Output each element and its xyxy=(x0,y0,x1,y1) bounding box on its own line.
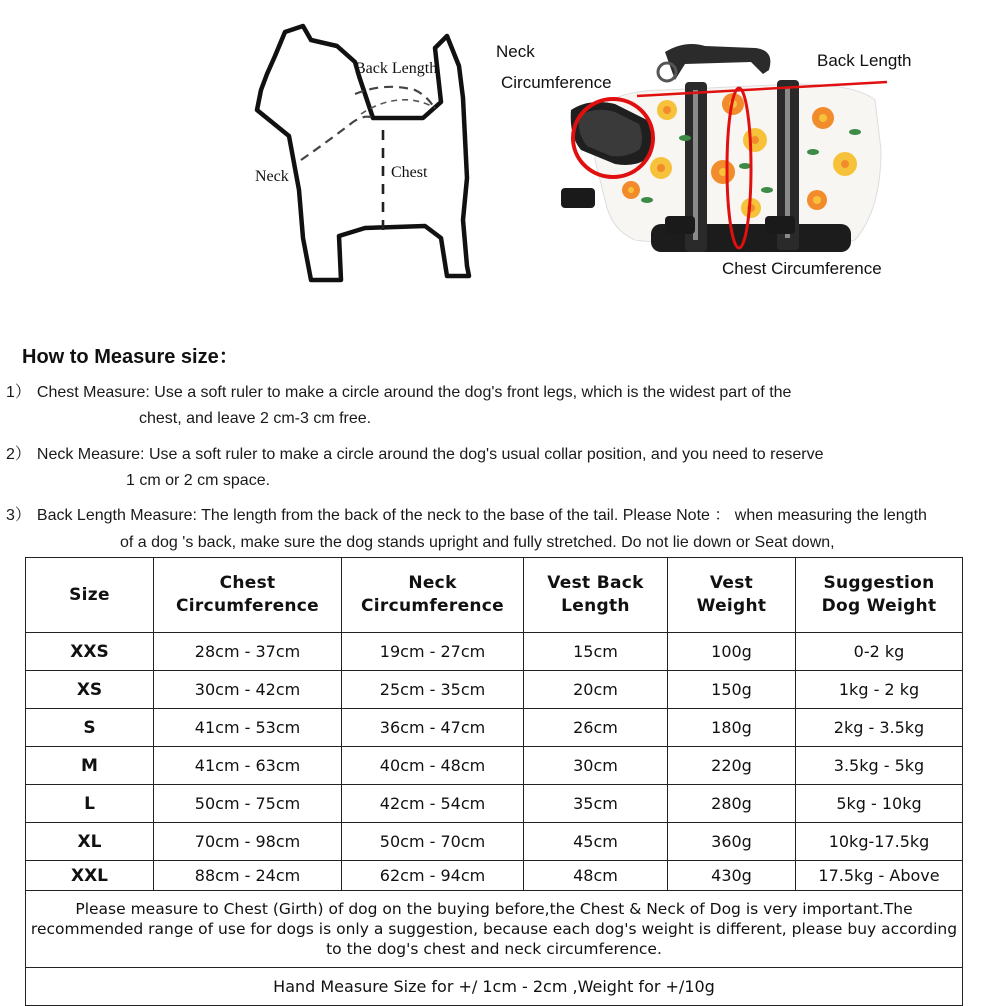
neck-cell: 50cm - 70cm xyxy=(342,823,524,861)
chest-cell: 41cm - 53cm xyxy=(154,709,342,747)
neck-cell: 40cm - 48cm xyxy=(342,747,524,785)
size-cell: L xyxy=(26,785,154,823)
chest-cell: 41cm - 63cm xyxy=(154,747,342,785)
step-2-number: 2） xyxy=(6,446,31,463)
step-3-line-2: of a dog 's back, make sure the dog stands upright and fully stretched. Do not lie down or Seat down, xyxy=(120,534,835,551)
header-suggestion-dog-weight: Suggestion Dog Weight xyxy=(796,558,963,633)
note-row xyxy=(26,891,963,968)
table-row xyxy=(26,709,963,747)
table-row xyxy=(26,633,963,671)
vest-weight-cell: 220g xyxy=(668,747,796,785)
dog-silhouette-drawing xyxy=(245,18,505,288)
table-header-row xyxy=(26,558,963,633)
dog-weight-cell: 5kg - 10kg xyxy=(796,785,963,823)
step-2-line-1 xyxy=(6,441,823,464)
back-length-cell: 35cm xyxy=(524,785,668,823)
dog-weight-cell: 1kg - 2 kg xyxy=(796,671,963,709)
header-vest-back-length: Vest Back Length xyxy=(524,558,668,633)
size-chart-table xyxy=(25,557,963,1006)
table-row xyxy=(26,747,963,785)
photo-chest-circumference-label: Chest Circumference xyxy=(722,259,882,278)
back-length-cell: 26cm xyxy=(524,709,668,747)
back-length-cell: 48cm xyxy=(524,861,668,891)
photo-neck-label: Neck xyxy=(496,42,535,61)
step-1-line-1 xyxy=(6,379,791,402)
vest-weight-cell: 280g xyxy=(668,785,796,823)
vest-weight-cell: 180g xyxy=(668,709,796,747)
header-size: Size xyxy=(26,558,154,633)
step-3-number: 3） xyxy=(6,507,31,524)
vest-weight-cell: 100g xyxy=(668,633,796,671)
step-3-text: Back Length Measure: The length from the back of the neck to the base of the tail. Please Note ： when measuring the length xyxy=(36,507,927,524)
chest-cell: 50cm - 75cm xyxy=(154,785,342,823)
measurement-note: Please measure to Chest (Girth) of dog on the buying before,the Chest & Neck of Dog is very important.The recommended range of use for dogs is only a suggestion, because each dog's weight is different, please buy according to the dog's chest and neck circumference. xyxy=(26,891,963,968)
size-cell: XXL xyxy=(26,861,154,891)
diagram-neck-label: Neck xyxy=(255,168,289,185)
vest-weight-cell: 430g xyxy=(668,861,796,891)
vest-weight-cell: 150g xyxy=(668,671,796,709)
neck-cell: 62cm - 94cm xyxy=(342,861,524,891)
table-row xyxy=(26,785,963,823)
step-1-text: Chest Measure: Use a soft ruler to make a circle around the dog's front legs, which is the widest part of the xyxy=(36,384,792,401)
neck-cell: 25cm - 35cm xyxy=(342,671,524,709)
step-2-text: Neck Measure: Use a soft ruler to make a circle around the dog's usual collar position, and you need to reserve xyxy=(36,446,824,463)
chest-cell: 28cm - 37cm xyxy=(154,633,342,671)
header-vest-weight: Vest Weight xyxy=(668,558,796,633)
how-to-measure-heading: How to Measure size： xyxy=(22,346,239,368)
measurement-tolerance: Hand Measure Size for +/ 1cm - 2cm ,Weight for +/10g xyxy=(26,968,963,1006)
header-neck-circumference: Neck Circumference xyxy=(342,558,524,633)
dog-weight-cell: 0-2 kg xyxy=(796,633,963,671)
vest-weight-cell: 360g xyxy=(668,823,796,861)
diagram-back-length-label: Back Length xyxy=(355,60,438,77)
chest-cell: 88cm - 24cm xyxy=(154,861,342,891)
dog-weight-cell: 17.5kg - Above xyxy=(796,861,963,891)
size-cell: XL xyxy=(26,823,154,861)
table-row xyxy=(26,861,963,891)
dog-outline-diagram xyxy=(245,18,505,288)
neck-cell: 36cm - 47cm xyxy=(342,709,524,747)
dog-weight-cell: 2kg - 3.5kg xyxy=(796,709,963,747)
back-length-cell: 45cm xyxy=(524,823,668,861)
back-length-cell: 20cm xyxy=(524,671,668,709)
back-length-cell: 15cm xyxy=(524,633,668,671)
size-cell: M xyxy=(26,747,154,785)
dog-weight-cell: 3.5kg - 5kg xyxy=(796,747,963,785)
neck-cell: 19cm - 27cm xyxy=(342,633,524,671)
table-row xyxy=(26,671,963,709)
size-cell: XXS xyxy=(26,633,154,671)
step-3-line-1 xyxy=(6,502,1000,525)
table-row xyxy=(26,823,963,861)
step-2-line-2: 1 cm or 2 cm space. xyxy=(126,472,271,489)
back-length-cell: 30cm xyxy=(524,747,668,785)
neck-cell: 42cm - 54cm xyxy=(342,785,524,823)
header-chest-circumference: Chest Circumference xyxy=(154,558,342,633)
chest-cell: 70cm - 98cm xyxy=(154,823,342,861)
step-1-number: 1） xyxy=(6,384,31,401)
step-1-line-2: chest, and leave 2 cm-3 cm free. xyxy=(139,410,372,427)
photo-circumference-label: Circumference xyxy=(501,73,612,92)
diagram-chest-label: Chest xyxy=(391,164,428,181)
size-cell: S xyxy=(26,709,154,747)
chest-cell: 30cm - 42cm xyxy=(154,671,342,709)
photo-back-length-label: Back Length xyxy=(817,51,912,70)
dog-weight-cell: 10kg-17.5kg xyxy=(796,823,963,861)
size-cell: XS xyxy=(26,671,154,709)
